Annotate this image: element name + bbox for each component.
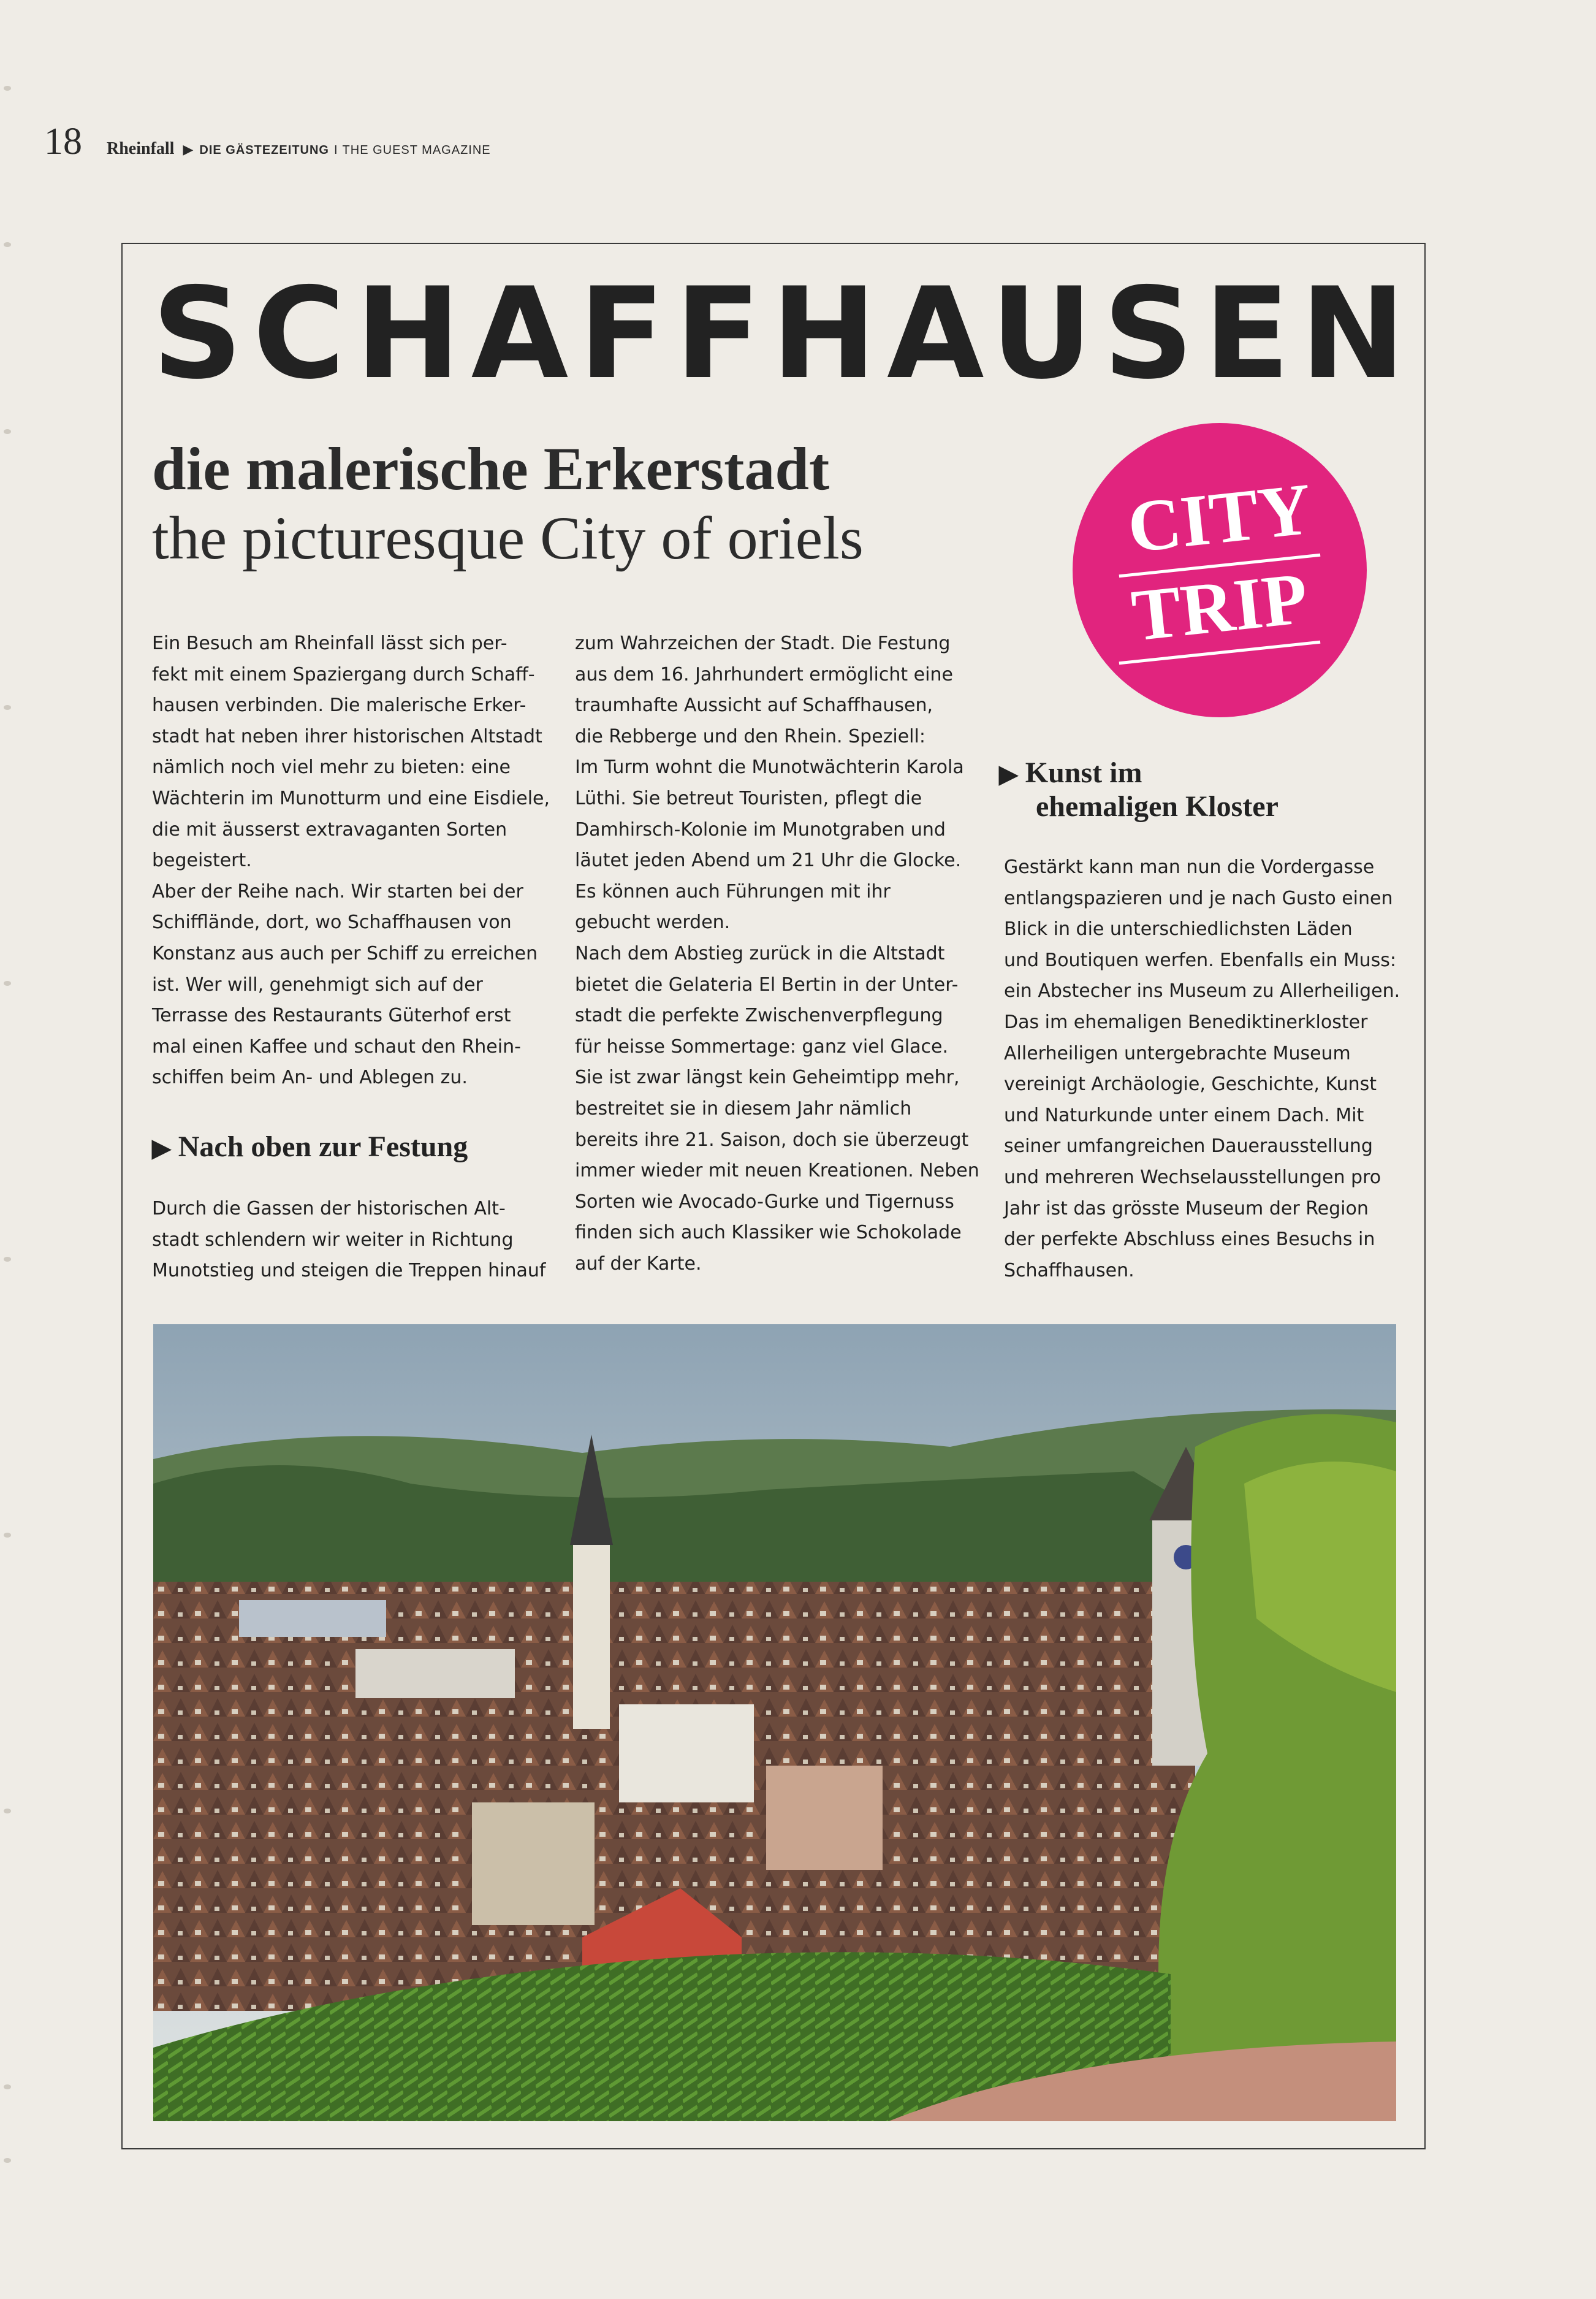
publication-name: Rheinfall [107, 139, 175, 158]
punch-hole [4, 2084, 11, 2089]
text-line: Lüthi. Sie betreut Touristen, pflegt die [575, 787, 922, 809]
article-column-1-continued [152, 1194, 544, 1287]
text-line: Terrasse des Restaurants Güterhof erst [152, 1005, 511, 1027]
text-line: aus dem 16. Jahrhundert ermöglicht eine [575, 663, 953, 685]
text-line: immer wieder mit neuen Kreationen. Neben [575, 1160, 979, 1182]
photo-church-tower [573, 1545, 610, 1729]
article-column-1 [152, 628, 550, 1094]
text-line: Konstanz aus auch per Schiff zu erreichen [152, 942, 538, 964]
text-line: die Rebberge und den Rhein. Speziell: [575, 725, 925, 747]
text-line: und Naturkunde unter einem Dach. Mit [1004, 1104, 1364, 1126]
section-heading-festung [152, 1131, 468, 1164]
text-line: mal einen Kaffee und schaut den Rhein- [152, 1035, 521, 1058]
section-name-english: THE GUEST MAGAZINE [342, 143, 491, 157]
text-line: bereits ihre 21. Saison, doch sie überzeugt [575, 1129, 969, 1151]
text-line: Es können auch Führungen mit ihr [575, 880, 891, 902]
text-line: und Boutiquen werfen. Ebenfalls ein Muss: [1004, 949, 1397, 971]
text-line: Schaffhausen. [1004, 1259, 1134, 1281]
punch-hole [4, 1533, 11, 1538]
badge-line-city: CITY [1123, 467, 1316, 568]
text-line: Allerheiligen untergebrachte Museum [1004, 1042, 1351, 1064]
punch-hole [4, 1809, 11, 1813]
section-name: DIE GÄSTEZEITUNG [199, 143, 329, 157]
photo-building [355, 1649, 515, 1698]
badge-line-trip: TRIP [1128, 557, 1312, 657]
article-column-3 [1004, 852, 1400, 1286]
text-line: bestreitet sie in diesem Jahr nämlich [575, 1097, 912, 1119]
article-title: SCHAFFHAUSEN [152, 261, 1416, 407]
photo-building [766, 1766, 883, 1870]
text-line: stadt hat neben ihrer historischen Altstadt [152, 725, 542, 747]
triangle-right-icon: ▶ [999, 760, 1018, 788]
text-line: Munotstieg und steigen die Treppen hinauf [152, 1260, 546, 1282]
text-line: Damhirsch-Kolonie im Munotgraben und [575, 818, 946, 841]
text-line: nämlich noch viel mehr zu bieten: eine [152, 757, 511, 779]
text-line: ein Abstecher ins Museum zu Allerheiligen. [1004, 980, 1400, 1002]
article-column-2 [575, 628, 979, 1279]
triangle-right-icon: ▶ [183, 142, 194, 157]
heading-text: Nach oben zur Festung [178, 1130, 468, 1163]
text-line: auf der Karte. [575, 1252, 702, 1275]
punch-hole [4, 981, 11, 986]
text-line: ist. Wer will, genehmigt sich auf der [152, 974, 483, 996]
text-line: Das im ehemaligen Benediktinerkloster [1004, 1011, 1368, 1033]
city-trip-badge [1073, 423, 1367, 717]
punch-hole [4, 1257, 11, 1262]
punch-hole [4, 429, 11, 434]
text-line: und mehreren Wechselausstellungen pro [1004, 1166, 1381, 1188]
text-line: läutet jeden Abend um 21 Uhr die Glocke. [575, 850, 962, 872]
text-line: Aber der Reihe nach. Wir starten bei der [152, 880, 523, 902]
text-line: für heisse Sommertage: ganz viel Glace. [575, 1035, 949, 1058]
text-line: begeistert. [152, 850, 252, 872]
photo-building [472, 1802, 595, 1925]
page-header [44, 120, 491, 163]
triangle-right-icon: ▶ [152, 1134, 171, 1162]
photo-building [239, 1600, 386, 1637]
text-line: schiffen beim An- und Ablegen zu. [152, 1067, 468, 1089]
text-line: finden sich auch Klassiker wie Schokolade [575, 1222, 962, 1244]
text-line: hausen verbinden. Die malerische Erker- [152, 695, 526, 717]
town-photo [153, 1324, 1396, 2121]
text-line: Ein Besuch am Rheinfall lässt sich per- [152, 633, 507, 654]
text-line: stadt schlendern wir weiter in Richtung [152, 1229, 514, 1251]
text-line: Sorten wie Avocado-Gurke und Tigernuss [575, 1191, 954, 1213]
section-heading-kloster [999, 757, 1142, 790]
punch-hole [4, 86, 11, 91]
text-line: Sie ist zwar längst kein Geheimtipp mehr, [575, 1067, 960, 1089]
text-line: Jahr ist das grösste Museum der Region [1004, 1197, 1369, 1219]
text-line: seiner umfangreichen Dauerausstellung [1004, 1135, 1373, 1157]
text-line: zum Wahrzeichen der Stadt. Die Festung [575, 633, 951, 654]
binder-holes [0, 0, 18, 2299]
text-line: traumhafte Aussicht auf Schaffhausen, [575, 695, 933, 717]
punch-hole [4, 2158, 11, 2163]
text-line: Gestärkt kann man nun die Vordergasse [1004, 856, 1375, 878]
text-line: Nach dem Abstieg zurück in die Altstadt [575, 942, 945, 964]
section-heading-kloster-line2: ehemaligen Kloster [1036, 790, 1279, 823]
text-line: vereinigt Archäologie, Geschichte, Kunst [1004, 1073, 1377, 1096]
punch-hole [4, 705, 11, 710]
text-line: Schifflände, dort, wo Schaffhausen von [152, 912, 512, 934]
heading-text: Kunst im [1025, 757, 1142, 789]
text-line: entlangspazieren und je nach Gusto einen [1004, 887, 1393, 909]
text-line: Wächterin im Munotturm und eine Eisdiele, [152, 787, 550, 809]
page-number: 18 [44, 121, 82, 162]
text-line: Im Turm wohnt die Munotwächterin Karola [575, 757, 964, 779]
subtitle-german: die malerische Erkerstadt [152, 435, 830, 503]
text-line: die mit äusserst extravaganten Sorten [152, 818, 507, 841]
punch-hole [4, 242, 11, 247]
text-line: fekt mit einem Spaziergang durch Schaff- [152, 663, 535, 685]
text-line: Blick in die unterschiedlichsten Läden [1004, 918, 1353, 940]
text-line: bietet die Gelateria El Bertin in der Unter- [575, 974, 959, 996]
text-line: gebucht werden. [575, 912, 731, 934]
text-line: der perfekte Abschluss eines Besuchs in [1004, 1229, 1375, 1251]
header-separator: I [333, 143, 338, 157]
subtitle-english: the picturesque City of oriels [152, 504, 864, 572]
text-line: Durch die Gassen der historischen Alt- [152, 1198, 506, 1219]
text-line: stadt die perfekte Zwischenverpflegung [575, 1005, 943, 1027]
photo-building [619, 1704, 754, 1802]
